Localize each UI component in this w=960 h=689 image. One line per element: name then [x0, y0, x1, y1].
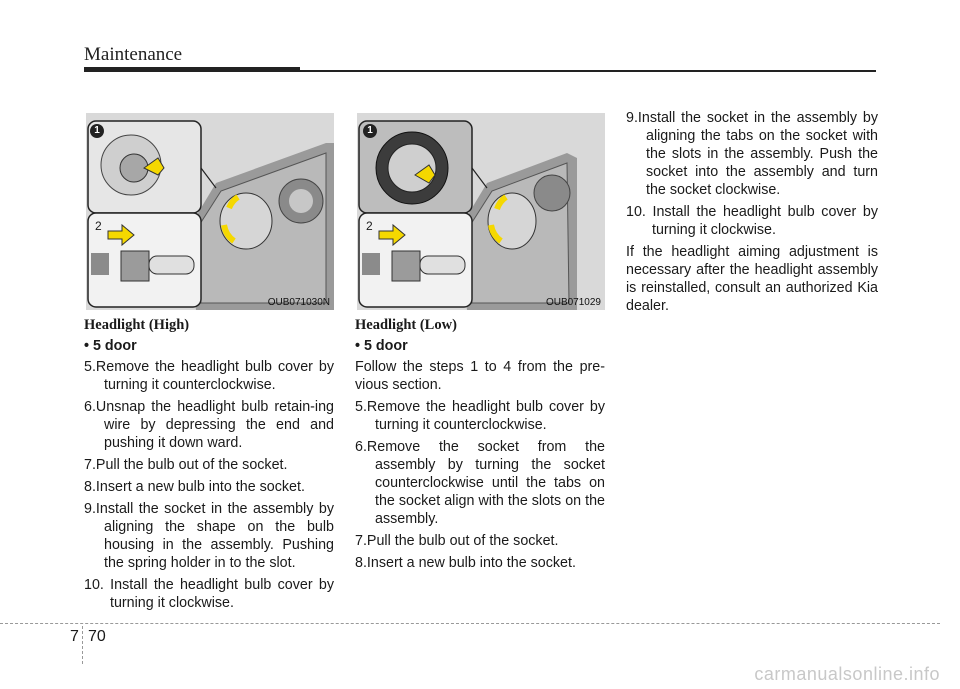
- chapter-number: 7: [70, 628, 79, 645]
- step-item: 6.Remove the socket from the assembly by turning the socket counterclockwise until the tabs on the socket align with the slots on the assembly.: [355, 439, 605, 527]
- step-item: 9.Install the socket in the assembly by aligning the tabs on the socket with the slots in the assembly. Push the socket into the assembly and turn the socket clockwise.: [626, 110, 878, 198]
- page-number-separator: [82, 626, 83, 664]
- figure-low-beam: [357, 113, 605, 310]
- step-item: 8.Insert a new bulb into the socket.: [355, 555, 576, 571]
- page-title: Maintenance: [84, 44, 183, 65]
- section-heading: Headlight (High): [84, 317, 190, 333]
- callout-2: 2: [95, 219, 102, 233]
- step-item: 9.Install the socket in the assembly by aligning the shape on the bulb housing in the assembly. Pushing the spring holder in to the slot.: [84, 501, 334, 571]
- column-low-beam: [355, 316, 605, 576]
- step-item: 10. Install the headlight bulb cover by turning it clockwise.: [84, 577, 334, 611]
- bullet-text: 5 door: [92, 338, 137, 354]
- callout-1: 1: [90, 124, 104, 138]
- step-item: 6.Unsnap the headlight bulb retain-ing wire by depressing the end and pushing it down ward.: [84, 399, 334, 451]
- callout-2: 2: [366, 219, 373, 233]
- header-rule-thin: [300, 70, 876, 72]
- footer-divider: [0, 623, 940, 624]
- section-heading: Headlight (Low): [355, 317, 457, 333]
- callout-1: 1: [363, 124, 377, 138]
- header-rule-thick: [84, 67, 300, 72]
- bullet-item: • 5 door: [355, 338, 408, 354]
- step-item: 5.Remove the headlight bulb cover by turning it counterclockwise.: [355, 399, 605, 433]
- bullet-text: 5 door: [363, 338, 408, 354]
- step-item: 7.Pull the bulb out of the socket.: [355, 533, 559, 549]
- page-number: 70: [88, 628, 106, 645]
- step-item: 8.Insert a new bulb into the socket.: [84, 479, 305, 495]
- bullet-item: • 5 door: [84, 338, 137, 354]
- column-high-beam: [84, 316, 334, 616]
- step-item: 7.Pull the bulb out of the socket.: [84, 457, 288, 473]
- note-text: If the headlight aiming adjustment is necessary after the headlight assembly is reinstalled, consult an authorized Kia dealer.: [626, 244, 878, 314]
- figure-code: OUB071029: [545, 297, 601, 308]
- figure-code: OUB071030N: [267, 297, 330, 308]
- figure-high-beam: [86, 113, 334, 310]
- column-continued: [626, 109, 878, 319]
- watermark: carmanualsonline.info: [754, 664, 940, 684]
- step-item: 10. Install the headlight bulb cover by turning it clockwise.: [626, 204, 878, 238]
- step-item: 5.Remove the headlight bulb cover by turning it counterclockwise.: [84, 359, 334, 393]
- intro-text: Follow the steps 1 to 4 from the pre-vious section.: [355, 359, 605, 393]
